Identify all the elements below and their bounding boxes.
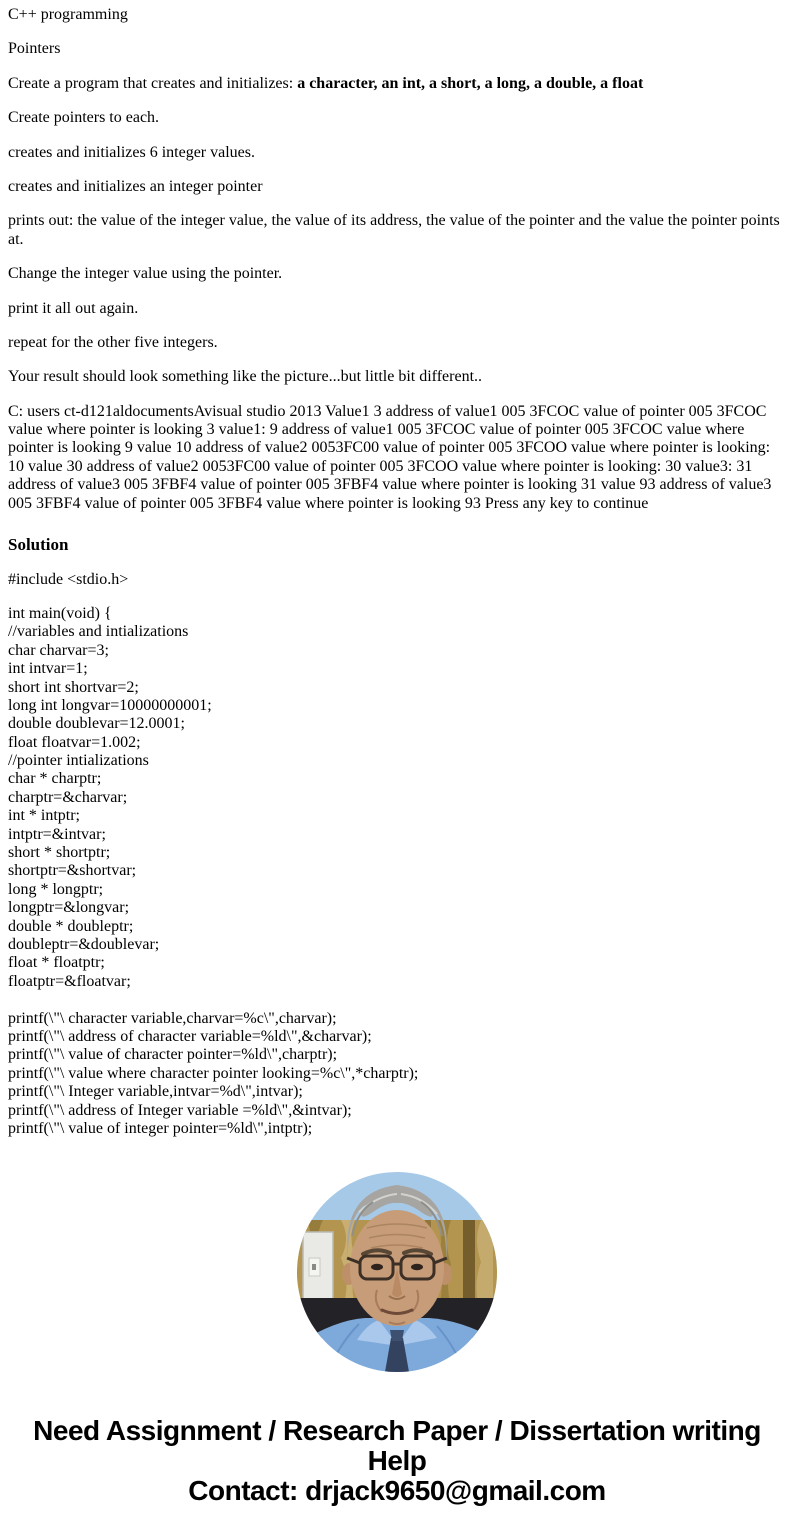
task-intro-bold: a character, an int, a short, a long, a double, a float: [297, 74, 644, 92]
code-line: printf(\"\ value of character pointer=%ld\",charptr);: [8, 1046, 338, 1064]
code-line: float floatvar=1.002;: [8, 733, 141, 751]
requirement-paragraph: prints out: the value of the integer value, the value of its address, the value of the pointer and the value the pointer points at.: [8, 212, 780, 248]
code-line: printf(\"\ character variable,charvar=%c\",charvar);: [8, 1009, 337, 1027]
topic-subtitle: Pointers: [8, 40, 61, 58]
code-line: float * floatptr;: [8, 954, 105, 972]
code-line: long int longvar=10000000001;: [8, 696, 212, 714]
code-line: short * shortptr;: [8, 844, 111, 862]
task-intro-text: Create a program that creates and initializes:: [8, 74, 298, 92]
code-line: longptr=&longvar;: [8, 899, 130, 917]
page-title: C++ programming: [8, 6, 128, 23]
code-line: printf(\"\ value where character pointer looking=%c\",*charptr);: [8, 1064, 419, 1082]
code-line: int * intptr;: [8, 807, 80, 825]
code-line: printf(\"\ address of Integer variable =%ld\",&intvar);: [8, 1101, 352, 1119]
requirement-paragraph: creates and initializes 6 integer values.: [8, 143, 256, 161]
requirement-paragraph: Change the integer value using the pointer.: [8, 265, 283, 283]
include-line: #include <stdio.h>: [8, 570, 129, 588]
code-line: //variables and intializations: [8, 623, 189, 641]
document-body: [8, 6, 786, 1506]
code-line: doubleptr=&doublevar;: [8, 936, 160, 953]
requirement-paragraph: Your result should look something like the picture...but little bit different..: [8, 368, 483, 386]
code-line: long * longptr;: [8, 880, 104, 898]
requirement-paragraph: Create pointers to each.: [8, 109, 160, 127]
code-line: [8, 991, 786, 1009]
code-line: printf(\"\ Integer variable,intvar=%d\",intvar);: [8, 1083, 303, 1101]
sample-output-paragraph: C: users ct-d121aldocumentsAvisual studio 2013 Value1 3 address of value1 005 3FCOC value of pointer 005 3FCOC value where pointer is looking 3 value1: 9 address of value1 005 3FCOC value of pointer 005 3FCOC value where pointer is looking 9 value 10 address of value2 0053FC00 value of pointer 005 3FCOO value where pointer is looking: 10 value 30 address of value2 0053FC00 value of pointer 005 3FCOO value where pointer is looking: 30 value3: 31 address of value3 005 3FBF4 value of pointer 005 3FBF4 value where pointer is looking 31 value 93 address of value3 005 3FBF4 value of pointer 005 3FBF4 value where pointer is looking 93 Press any key to continue: [8, 402, 772, 512]
footer-contact-email: Contact: drjack9650@gmail.com: [188, 1475, 606, 1507]
code-line: charptr=&charvar;: [8, 788, 128, 806]
code-line: floatptr=&floatvar;: [8, 972, 131, 990]
requirement-paragraph: creates and initializes an integer pointer: [8, 177, 263, 195]
code-line: int intvar=1;: [8, 660, 88, 678]
solution-heading: Solution: [8, 535, 69, 555]
code-line: double * doubleptr;: [8, 917, 134, 935]
code-line: char * charptr;: [8, 770, 102, 788]
photo-door-frame: [303, 1232, 333, 1304]
code-line: short int shortvar=2;: [8, 678, 139, 696]
code-line: int main(void) {: [8, 604, 112, 622]
instructor-photo: [297, 1172, 497, 1372]
requirement-paragraph: repeat for the other five integers.: [8, 333, 218, 351]
code-block: [8, 605, 786, 1138]
code-line: printf(\"\ value of integer pointer=%ld\",intptr);: [8, 1119, 313, 1137]
footer-help-text: Need Assignment / Research Paper / Dissertation writing Help: [33, 1415, 761, 1477]
code-line: printf(\"\ address of character variable=%ld\",&charvar);: [8, 1027, 372, 1045]
code-line: char charvar=3;: [8, 641, 109, 659]
instructor-photo-graphic: [297, 1172, 497, 1372]
code-line: double doublevar=12.0001;: [8, 715, 185, 733]
footer-banner: [8, 1416, 786, 1506]
task-intro: [8, 75, 786, 93]
code-line: shortptr=&shortvar;: [8, 862, 137, 880]
requirement-paragraph: print it all out again.: [8, 299, 139, 317]
code-line: //pointer intializations: [8, 752, 149, 770]
code-line: intptr=&intvar;: [8, 825, 106, 843]
